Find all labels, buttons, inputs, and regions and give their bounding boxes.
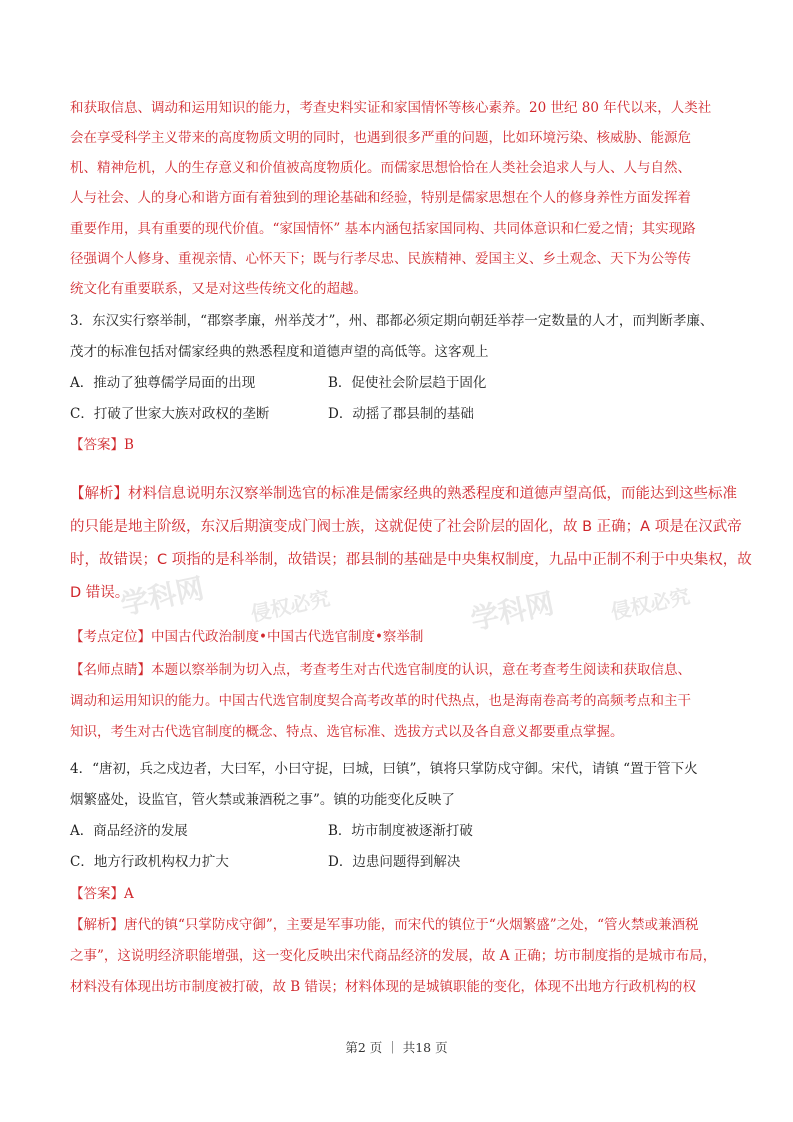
intro-line: 径强调个人修身、重视亲情、心怀天下；既与行孝尽忠、民族精神、爱国主义、乡土观念、天下为公等传 [70,251,691,267]
option-a: A．商品经济的发展 [70,823,188,839]
watermark: 侵权必究 [608,583,692,625]
intro-line: 统文化有重要联系，又是对这些传统文化的超越。 [70,281,367,297]
intro-line: 和获取信息、调动和运用知识的能力，考查史料实证和家国情怀等核心素养。20 世纪 80 年代以来，人类社 [70,100,712,116]
intro-line: 人与社会、人的身心和谐方面有着独到的理论基础和经验，特别是儒家思想在个人的修身养性方面发挥着 [70,190,691,206]
option-b: B．坊市制度被逐渐打破 [328,823,473,839]
question-stem-line: 烟繁盛处，设监官，管火禁或兼酒税之事”。镇的功能变化反映了 [70,792,455,808]
question-stem-line: 3．东汉实行察举制，“郡察孝廉，州举茂才”，州、郡都必须定期向朝廷举荐一定数量的人才，而判断孝廉、 [70,313,714,329]
analysis-line: 【解析】材料信息说明东汉察举制选官的标准是儒家经典的熟悉程度和道德声望高低，而能达到这些标准 [70,486,737,502]
page-footer: 第2 页 ｜ 共18 页 [345,1040,448,1055]
intro-line: 机、精神危机，人的生存意义和价值被高度物质化。而儒家思想恰恰在人类社会追求人与人、人与自然、 [70,160,691,176]
analysis-line: D 错误。 [70,585,130,601]
analysis-line: 材料没有体现出坊市制度被打破，故 B 错误；材料体现的是城镇职能的变化，体现不出地方行政机构的权 [70,979,697,995]
analysis-line: 之事”，这说明经济职能增强，这一变化反映出宋代商品经济的发展，故 A 正确；坊市制度指的是城市布局， [70,948,717,964]
analysis-line: 【解析】唐代的镇“只掌防戍守御”，主要是军事功能，而宋代的镇位于“火烟繁盛”之处，“管火禁或兼酒税 [70,917,699,933]
analysis-line: 的只能是地主阶级，东汉后期演变成门阀士族，这就促使了社会阶层的固化，故 B 正确；A 项是在汉武帝 [70,519,742,535]
question-stem-line: 茂才的标准包括对儒家经典的熟悉程度和道德声望的高低等。这客观上 [70,344,489,360]
option-d: D．动摇了郡县制的基础 [328,406,474,422]
watermark: 学科网 [117,571,207,622]
option-c: C．地方行政机构权力扩大 [70,854,229,870]
option-b: B．促使社会阶层趋于固化 [328,375,487,391]
kaodian-line: 【考点定位】中国古代政治制度•中国古代选官制度•察举制 [70,629,424,645]
question-stem-line: 4．“唐初，兵之戍边者，大曰军，小曰守捉，曰城，曰镇”，镇将只掌防戍守御。宋代，请镇 “置于管下火 [70,761,698,777]
option-c: C．打破了世家大族对政权的垄断 [70,406,270,422]
intro-line: 重要作用，具有重要的现代价值。“家国情怀” 基本内涵包括家国同构、共同体意识和仁爱之情；其实现路 [70,221,696,237]
analysis-line: 时，故错误；C 项指的是科举制，故错误；郡县制的基础是中央集权制度，九品中正制不利于中央集权，故 [70,552,752,568]
answer-label: 【答案】B [70,437,134,453]
option-a: A．推动了独尊儒学局面的出现 [70,375,256,391]
mingshi-line: 调动和运用知识的能力。中国古代选官制度契合高考改革的时代热点，也是海南卷高考的高频考点和主干 [70,693,691,709]
option-d: D．边患问题得到解决 [328,854,461,870]
watermark: 侵权必究 [248,585,332,627]
mingshi-line: 知识，考生对古代选官制度的概念、特点、选官标准、选拔方式以及各自意义都要重点掌握。 [70,724,624,740]
answer-label: 【答案】A [70,886,134,902]
intro-line: 会在享受科学主义带来的高度物质文明的同时，也遇到很多严重的问题，比如环境污染、核威胁、能源危 [70,130,691,146]
watermark: 学科网 [467,586,557,637]
mingshi-line: 【名师点睛】本题以察举制为切入点，考查考生对古代选官制度的认识，意在考查考生阅读和获取信息、 [70,662,691,678]
